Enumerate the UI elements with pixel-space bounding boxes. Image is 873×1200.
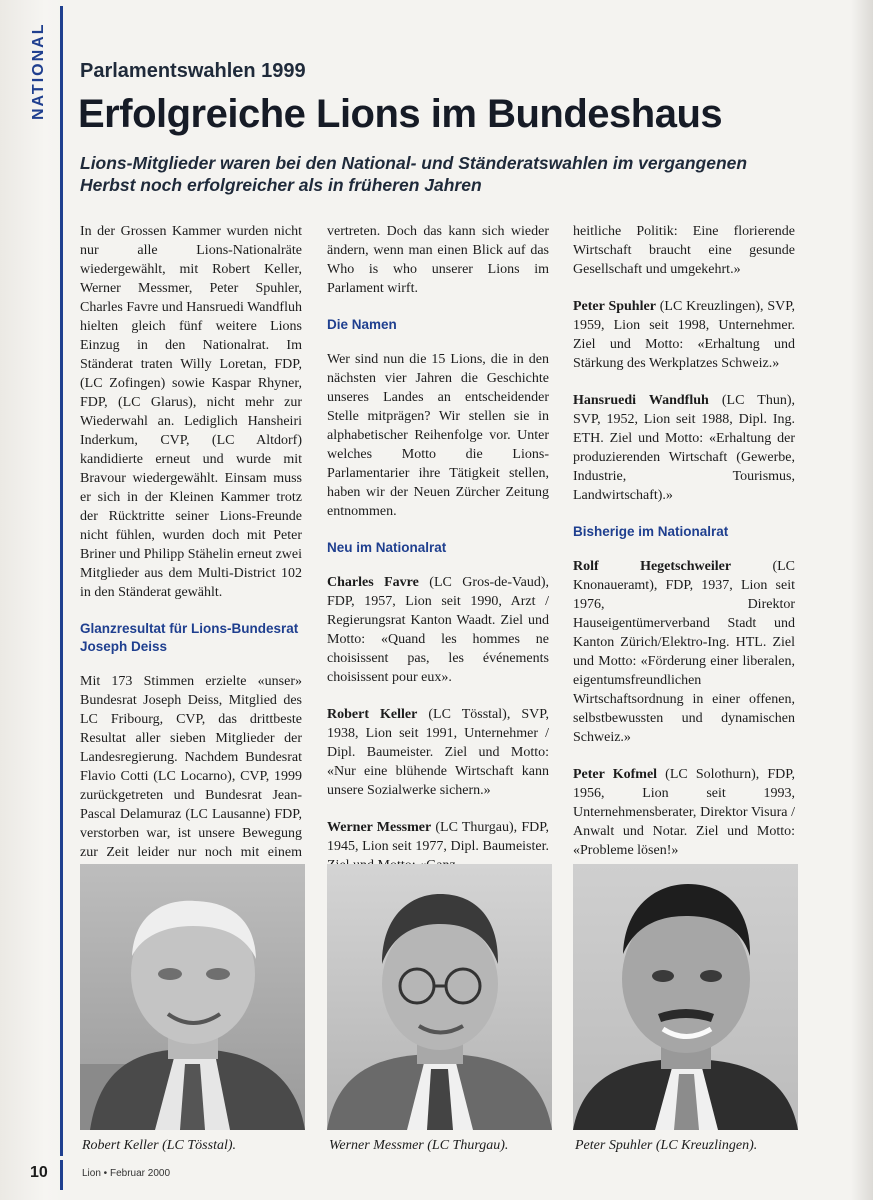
photo-caption: Werner Messmer (LC Thurgau). <box>329 1138 509 1153</box>
profile-favre <box>327 573 549 687</box>
portrait-photo-spuhler <box>573 864 798 1130</box>
article-headline: Erfolgreiche Lions im Bundeshaus <box>78 92 723 136</box>
profile-name: Peter Kofmel <box>573 767 658 782</box>
issue-line: Lion • Februar 2000 <box>82 1168 171 1179</box>
page-edge-shadow <box>851 0 873 1200</box>
profile-hegetschweiler <box>573 557 795 747</box>
profile-kofmel <box>573 765 795 860</box>
section-rule <box>60 6 63 1156</box>
profile-keller <box>327 705 549 800</box>
deiss-paragraph: Mit 173 Stimmen erzielte «unser» Bundesrat Joseph Deiss, Mitglied des LC Fribourg, CVP, das drittbeste Resultat aller sieben Mitglieder der Landesregierung. Nachdem Bundesrat Flavio Cotti (LC Locarno), CVP, 1999 zurückgetreten und Bundesrat Jean-Pascal Delamuraz (LC Lausanne) FDP, verstorben war, ist unsere Bewegung zur Zeit leider nur noch mit einem <box>80 674 302 860</box>
profile-name: Hansruedi Wandfluh <box>573 393 709 408</box>
page-number: 10 <box>30 1164 48 1181</box>
profile-text: (LC Thurgau), FDP, 1945, Lion seit 1977, Dipl. Baumeister. <box>327 820 549 854</box>
footer-rule <box>60 1160 63 1190</box>
subhead-deiss: Glanzresultat für Lions-Bundesrat Joseph Deiss <box>80 621 299 654</box>
profile-text: (LC Tösstal), SVP, 1938, Lion seit 1991, Unternehmer / Dipl. Baumeister. Ziel und Motto: «Nur eine blühende Wirtschaft kann unsere Sozialwerke sichern.» <box>327 707 549 798</box>
profile-spuhler <box>573 297 795 373</box>
names-paragraph: Wer sind nun die 15 Lions, die in den nächsten vier Jahren die Geschichte unseres Landes an entscheidender Stelle mitprägen? Wir stellen sie in alphabetischer Reihenfolge vor. Unter welches Motto die Lions-Parlamentarier ihre Tätigkeit stellen, haben wir der Neuen Zürcher Zeitung entnommen. <box>327 352 549 519</box>
text-column-3 <box>573 222 795 934</box>
profile-name: Peter Spuhler <box>573 299 656 314</box>
article-deck: Lions-Mitglieder waren bei den National- und Ständeratswahlen im vergangenen Herbst noch erfolgreicher als in früheren Jahren <box>80 153 748 195</box>
article-kicker: Parlamentswahlen 1999 <box>80 60 306 82</box>
photo-caption: Robert Keller (LC Tösstal). <box>82 1138 237 1153</box>
subhead-names: Die Namen <box>327 317 397 332</box>
profile-text: (LC Solothurn), FDP, 1956, Lion seit 1993, Unternehmensberater, Direktor Visura / Anwalt und Notar. Ziel und Motto: «Probleme lösen!» <box>573 767 795 858</box>
continuation-paragraph: heitliche Politik: Eine florierende Wirtschaft braucht eine gesunde Gesellschaft und umgekehrt.» <box>573 224 795 277</box>
profile-text: (LC Knonaueramt), FDP, 1937, Lion seit 1976, Direktor Hauseigentümerverband Stadt und Kanton Zürich/Elektro-Ing. HTL. Ziel und Motto: «Förderung einer liberalen, eigentumsfreundlichen Wirtschaftsordnung in einer offenen, selbstbewussten und dynamischen Schweiz.» <box>573 559 795 745</box>
page-binding-shadow <box>0 0 64 1200</box>
intro-paragraph: In der Grossen Kammer wurden nicht nur alle Lions-Nationalräte wiedergewählt, mit Robert Keller, Werner Messmer, Peter Spuhler, Charles Favre und Hansruedi Wandfluh hielten gleich fünf weitere Lions Einzug in den Nationalrat. Im Ständerat traten Willy Loretan, FDP, (LC Zofingen) sowie Kaspar Rhyner, FDP, (LC Glarus), nicht mehr zur Wiederwahl an. Lediglich Hansheiri Inderkum, CVP, (LC Altdorf) kandidierte erneut und wurde mit Bravour wiedergewählt. Einsam muss er sich in der Kleinen Kammer trotz der Rücktritte seiner Lions-Freunde nicht fühlen, wurden doch mit Peter Briner und Philipp Stähelin erneut zwei Mitglieder aus dem Multi-District 102 in den Ständerat gewählt. <box>80 224 303 600</box>
profile-text: (LC Gros-de-Vaud), FDP, 1957, Lion seit 1990, Arzt / Regierungsrat Kanton Waadt. Ziel und Motto: «Quand les hommes ne choisissent pas, les événements choisissent pour eux». <box>327 575 549 685</box>
portrait-photo-messmer <box>327 864 552 1130</box>
section-tag: NATIONAL <box>30 22 47 120</box>
profile-name: Werner Messmer <box>327 820 432 835</box>
continuation-paragraph: vertreten. Doch das kann sich wieder ändern, wenn man einen Blick auf das Who is who unserer Lions im Parlament wirft. <box>327 224 549 296</box>
subhead-new-members: Neu im Nationalrat <box>327 540 447 555</box>
text-column-2 <box>327 222 549 893</box>
profile-text: (LC Thun), SVP, 1952, Lion seit 1988, Dipl. Ing. ETH. Ziel und Motto: «Erhaltung der produzierenden Wirtschaft (Gewerbe, Industrie, Tourismus, Landwirtschaft).» <box>573 393 796 503</box>
profile-text: (LC Kreuzlingen), SVP, 1959, Lion seit 1998, Unternehmer. Ziel und Motto: «Erhaltung und Stärkung des Werkplatzes Schweiz.» <box>573 299 795 371</box>
text-column-1 <box>80 222 302 899</box>
photo-caption: Peter Spuhler (LC Kreuzlingen). <box>575 1138 758 1153</box>
profile-name: Robert Keller <box>327 707 418 722</box>
subhead-incumbents: Bisherige im Nationalrat <box>573 524 729 539</box>
profile-name: Charles Favre <box>327 575 419 590</box>
profile-wandfluh <box>573 391 795 505</box>
profile-name: Rolf Hegetschweiler <box>573 559 732 574</box>
portrait-photo-keller <box>80 864 305 1130</box>
